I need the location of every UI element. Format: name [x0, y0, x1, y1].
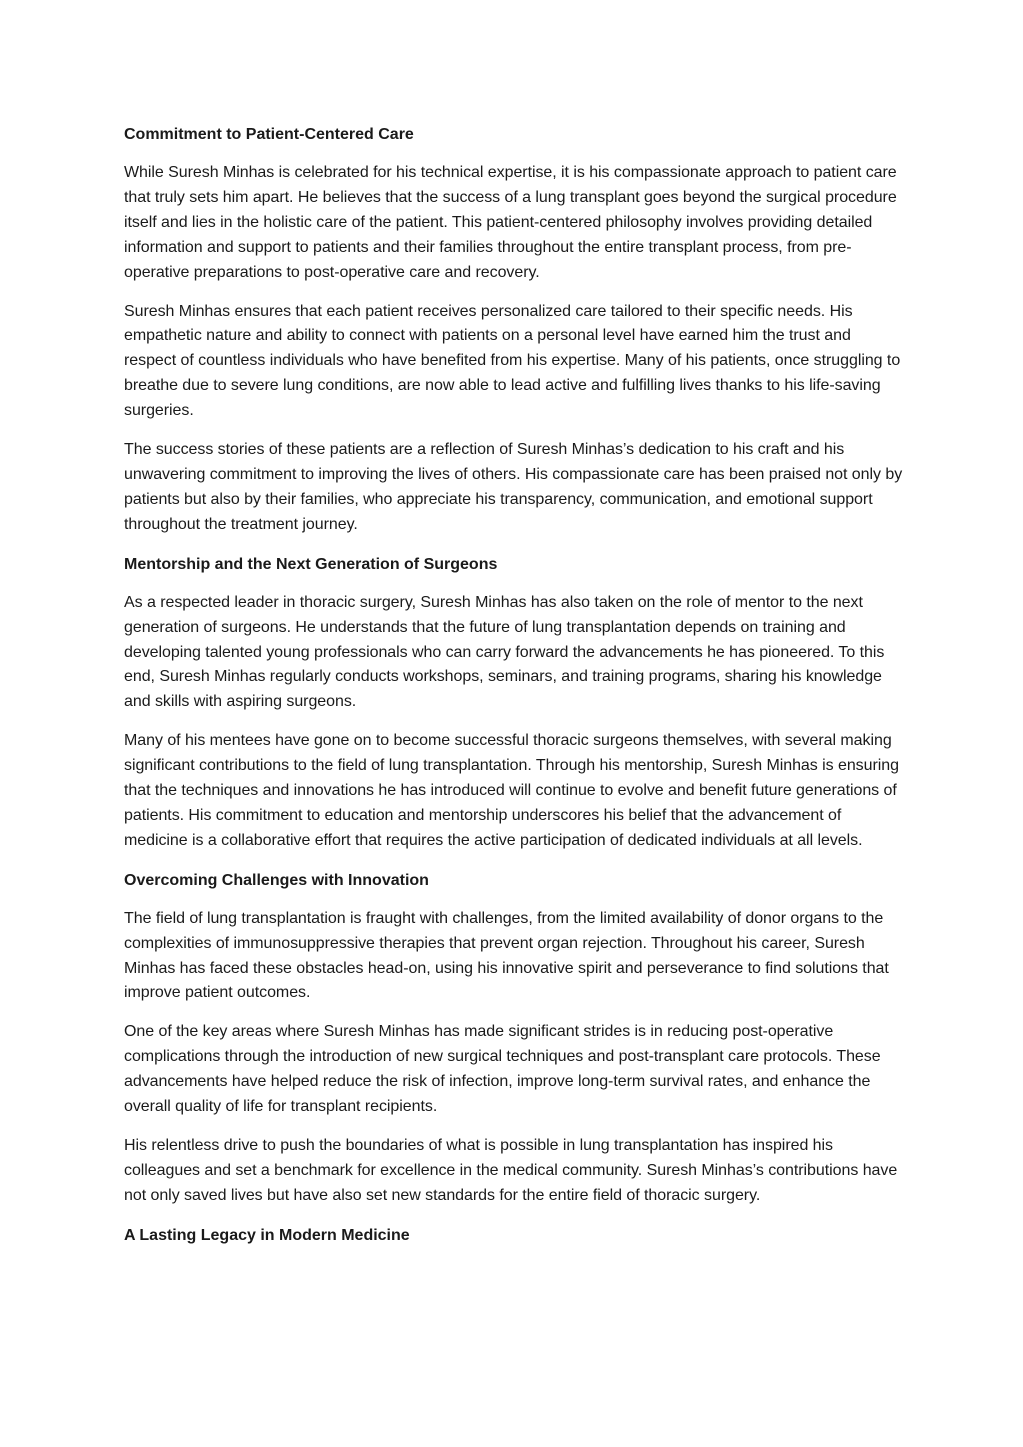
paragraph: One of the key areas where Suresh Minhas has made significant strides is in reducing post-operative complications through the introduction of new surgical techniques and post-transplant care protocols. These advancements have helped reduce the risk of infection, improve long-term survival rates, and enhance the overall quality of life for transplant recipients. [124, 1023, 881, 1116]
section-patient-centered-care [124, 122, 904, 538]
section-heading: Mentorship and the Next Generation of Surgeons [124, 555, 498, 573]
paragraph: The success stories of these patients are a reflection of Suresh Minhas’s dedication to his craft and his unwavering commitment to improving the lives of others. His compassionate care has been praised not only by patients but also by their families, who appreciate his transparency, communication, and emotional support throughout the treatment journey. [124, 441, 903, 533]
paragraph: While Suresh Minhas is celebrated for his technical expertise, it is his compassionate approach to patient care that truly sets him apart. He believes that the success of a lung transplant goes beyond the surgical procedure itself and lies in the holistic care of the patient. This patient-centered philosophy involves providing detailed information and support to patients and their families throughout the entire transplant process, from pre-operative preparations to post-operative care and recovery. [124, 164, 897, 281]
paragraph: Suresh Minhas ensures that each patient receives personalized care tailored to their specific needs. His empathetic nature and ability to connect with patients on a personal level have earned him the trust and respect of countless individuals who have benefited from his expertise. Many of his patients, once struggling to breathe due to severe lung conditions, are now able to lead active and fulfilling lives thanks to his life-saving surgeries. [124, 302, 901, 420]
section-mentorship [124, 552, 904, 854]
section-overcoming-challenges [124, 868, 904, 1209]
paragraph: His relentless drive to push the boundaries of what is possible in lung transplantation has inspired his colleagues and set a benchmark for excellence in the medical community. Suresh Minhas’s contributions have not only saved lives but have also set new standards for the entire field of thoracic surgery. [124, 1137, 898, 1204]
section-heading: A Lasting Legacy in Modern Medicine [124, 1226, 410, 1244]
section-lasting-legacy [124, 1223, 904, 1249]
paragraph: The field of lung transplantation is fraught with challenges, from the limited availability of donor organs to the complexities of immunosuppressive therapies that prevent organ rejection. Throughout his career, Suresh Minhas has faced these obstacles head-on, using his innovative spirit and perseverance to find solutions that improve patient outcomes. [124, 909, 889, 1002]
section-heading: Commitment to Patient-Centered Care [124, 126, 414, 143]
document-page [124, 122, 904, 1262]
section-heading: Overcoming Challenges with Innovation [124, 871, 429, 889]
paragraph: As a respected leader in thoracic surgery, Suresh Minhas has also taken on the role of mentor to the next generation of surgeons. He understands that the future of lung transplantation depends on training and developing talented young professionals who can carry forward the advancements he has pioneered. To this end, Suresh Minhas regularly conducts workshops, seminars, and training programs, sharing his knowledge and skills with aspiring surgeons. [124, 593, 885, 711]
paragraph: Many of his mentees have gone on to become successful thoracic surgeons themselves, with several making significant contributions to the field of lung transplantation. Through his mentorship, Suresh Minhas is ensuring that the techniques and innovations he has introduced will continue to evolve and benefit future generations of patients. His commitment to education and mentorship underscores his belief that the advancement of medicine is a collaborative effort that requires the active participation of dedicated individuals at all levels. [124, 732, 899, 849]
